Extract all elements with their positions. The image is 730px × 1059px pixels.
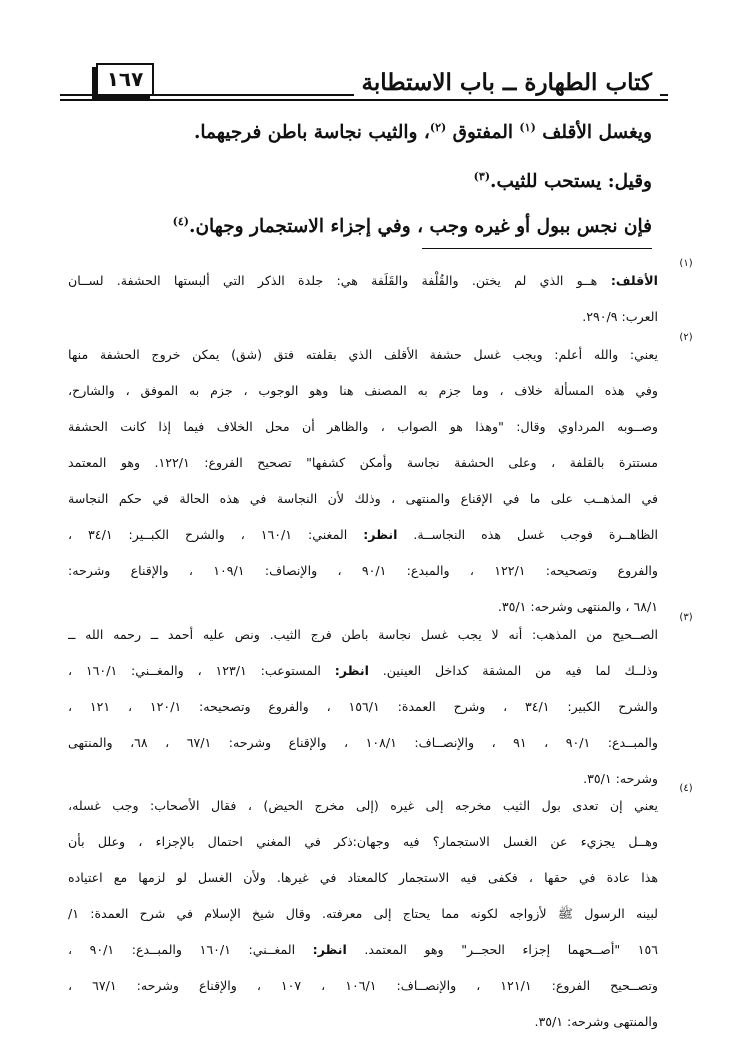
main-line-2: وقيل: يستحب للثيب.$^{(٣)}$ <box>473 169 652 192</box>
footnote-line: يعني إن تعدى بول الثيب مخرجه إلى غيره (إلى مخرج الحيض) ، فقال الأصحاب: وجب غسله، <box>68 798 658 813</box>
footnote-line: الصــحيح من المذهب: أنه لا يجب غسل نجاسة باطن فرج الثيب. ونص عليه أحمد ــ رحمه الله ــ <box>68 627 658 642</box>
footnote-line: الظاهــرة فوجب غسل هذه النجاســة. انظر: المغني: ١٦٠/١ ، والشرح الكبــير: ٣٤/١ ، <box>68 527 658 542</box>
footnote-line: هذا عادة في حقها ، فكفى فيه الاستجمار كالمعتاد في غيرها. ولأن الغسل لو لزمها مع اعتياده <box>68 870 658 885</box>
footnote-line: ٦٨/١ ، والمنتهى وشرحه: ٣٥/١. <box>497 599 658 614</box>
footnote-line: لبينه الرسول ﷺ لأزواجه لكونه مما يحتاج إلى معرفته. وقال شيخ الإسلام في شرح العمدة: ١/ <box>68 906 658 921</box>
footnote-line: والمبــدع: ٩٠/١ ، ٩١ ، والإنصــاف: ١٠٨/١ ، والإقناع وشرحه: ٦٧/١ ، ٦٨، والمنتهى <box>68 735 658 750</box>
footnote-ref-2[interactable]: (٢) <box>429 120 447 134</box>
footnote-line: يعني: والله أعلم: ويجب غسل حشفة الأقلف الذي بقلفته فتق (شق) يمكن خروج الحشفة منها <box>68 347 658 362</box>
footnote-4 <box>68 783 693 1040</box>
main-line-3: فإن نجس ببول أو غيره وجب ، وفي إجزاء الاستجمار وجهان.$^{(٤)}$ <box>172 214 652 237</box>
footnote-number: (١) <box>679 258 693 269</box>
footnote-line: والمنتهى وشرحه: ٣٥/١. <box>534 1014 658 1029</box>
footnote-line: والشرح الكبير: ٣٤/١ ، وشرح العمدة: ١٥٦/١ ، والفروع وتصحيحه: ١٢٠/١ ، ١٢١ ، <box>68 699 658 714</box>
footnote-line: الأقلف: هــو الذي لم يختن. والقُلْفة والقَلَفة هي: جلدة الذكر التي ألبستها الحشفة. لســان <box>68 273 658 288</box>
footnote-line: وتصــحيح الفروع: ١٢١/١ ، والإنصــاف: ١٠٦/١ ، ١٠٧ ، والإقناع وشرحه: ٦٧/١ ، <box>68 978 658 993</box>
footnote-line: العرب: ٢٩٠/٩. <box>582 309 658 324</box>
page-number: ١٦٧ <box>96 63 154 96</box>
footnote-line: وفي هذه المسألة خلاف ، وما جزم به المصنف هنا وهو الوجوب ، جزم به الموفق ، والشارح، <box>68 383 658 398</box>
header-rule-bottom <box>60 99 668 101</box>
footnote-number: (٤) <box>679 783 693 794</box>
footnote-line: وصــوبه المرداوي وقال: "وهذا هو الصواب ، والظاهر أن محل الخلاف فيما إذا كانت الحشفة <box>68 419 658 434</box>
footnote-line: وهــل يجزيء عن الغسل الاستجمار؟ فيه وجهان:ذكر في المغني احتمال بالإجزاء ، وعلل بأن <box>68 834 658 849</box>
footnote-line: وشرحه: ٣٥/١. <box>583 771 658 786</box>
footnote-line: مستترة بالقلفة ، وعلى الحشفة نجاسة وأمكن كشفها" تصحيح الفروع: ١٢٢/١. وهو المعتمد <box>68 455 658 470</box>
footnote-number: (٢) <box>679 332 693 343</box>
footnote-ref-4[interactable]: (٤) <box>172 214 190 228</box>
footnote-line: والفروع وتصحيحه: ١٢٢/١ ، والمبدع: ٩٠/١ ، والإنصاف: ١٠٩/١ ، والإقناع وشرحه: <box>68 563 658 578</box>
footnote-1 <box>68 258 693 335</box>
footnote-line: في المذهــب على ما في الإقناع والمنتهى ، وذلك لأن النجاسة في هذه الحالة في حكم النجاسة <box>68 491 658 506</box>
footnote-number: (٣) <box>679 612 693 623</box>
footnote-3 <box>68 612 693 797</box>
footnote-line: ١٥٦ "أصــحهما إجزاء الحجــر" وهو المعتمد. انظر: المغــني: ١٦٠/١ والمبــدع: ٩٠/١ ، <box>68 942 658 957</box>
footnote-ref-1[interactable]: (١) <box>519 120 536 134</box>
footnote-2 <box>68 332 693 625</box>
footnote-separator <box>422 248 652 249</box>
main-line-1: ويغسل الأقلف $^{(١)}$ المفتوق $^{(٢)}$، والثيب نجاسة باطن فرجيهما. <box>193 120 652 143</box>
main-text <box>70 118 652 246</box>
footnote-ref-3[interactable]: (٣) <box>473 169 491 183</box>
footnote-line: وذلــك لما فيه من المشقة كداخل العينين. انظر: المستوعب: ١٢٣/١ ، والمغــني: ١٦٠/١ ، <box>68 663 658 678</box>
running-header-title: كتاب الطهارة ــ باب الاستطابة <box>354 68 660 98</box>
